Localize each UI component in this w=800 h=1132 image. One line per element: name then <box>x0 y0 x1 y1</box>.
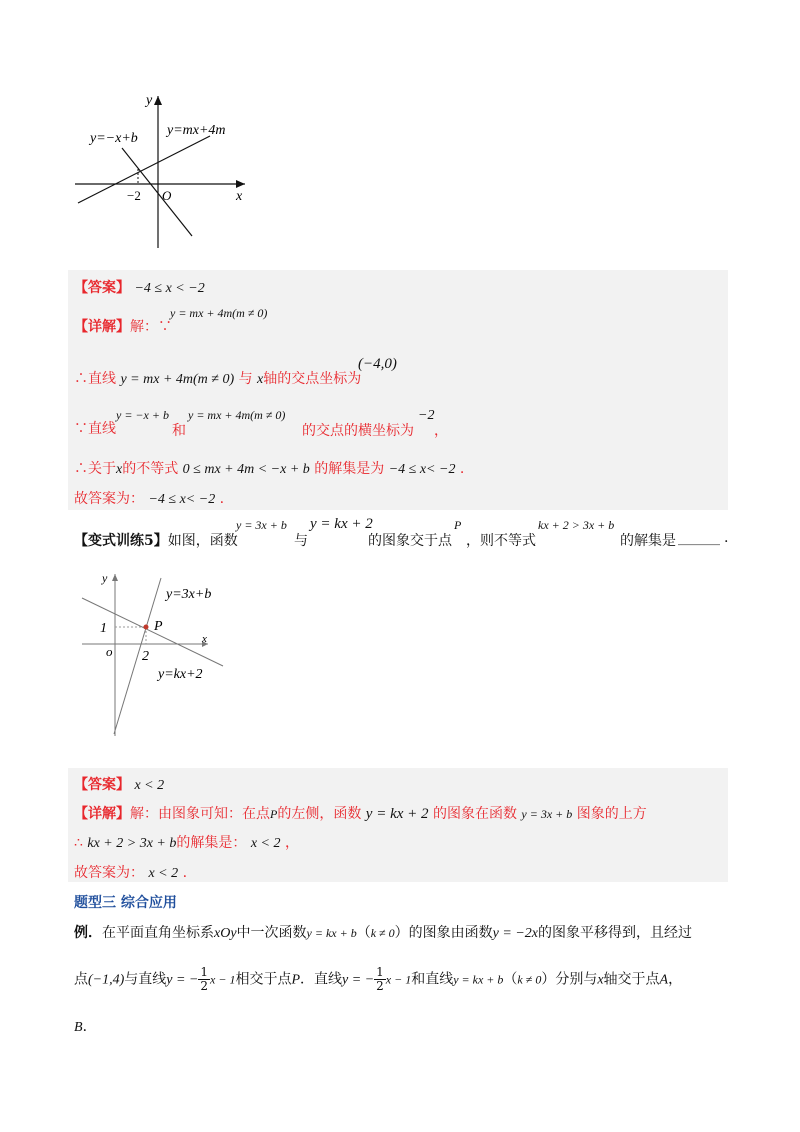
l5-end: . <box>459 461 465 477</box>
frac-den: 2 <box>200 979 209 993</box>
fig2-x-tick: 2 <box>142 649 149 664</box>
l5-x: x <box>116 462 123 477</box>
variant-end: . <box>724 530 729 546</box>
fig2-y-label: y <box>102 571 108 585</box>
d-text1: 解：由图象可知：在点 <box>130 806 270 822</box>
p2-P: P <box>291 972 301 988</box>
example-line-3 <box>74 1016 97 1036</box>
variant-text5: 的解集是 <box>620 533 676 549</box>
detail2-row-2 <box>74 832 299 852</box>
p2-eq3: y = kx + b <box>453 972 504 987</box>
p1-eq2: y = −2x <box>492 926 538 941</box>
l4-pre: ∵直线 <box>74 421 116 437</box>
l6-end: . <box>219 491 225 507</box>
l3-pre: ∴直线 <box>74 371 116 387</box>
detail-row-6 <box>74 488 224 508</box>
p2-h: 轴交于点 <box>603 971 660 988</box>
section-heading: 题型三 综合应用 <box>74 895 177 911</box>
fig1-line2-label: y=mx+4m <box>167 123 226 138</box>
l4-eq1: y = −x + b <box>116 408 169 422</box>
p2-c: 相交于点 <box>235 971 292 988</box>
p2-f: （ <box>503 971 518 988</box>
l2-pre: ∴ <box>74 835 83 851</box>
p2-eq-post-2: x − 1 <box>385 972 412 987</box>
detail-row-3 <box>74 368 361 388</box>
variant-eq1: y = 3x + b <box>236 518 287 532</box>
fig2-line1-label: y=3x+b <box>166 587 212 602</box>
l5-sol: −4 ≤ x< −2 <box>388 462 456 477</box>
frac-half-1 <box>198 966 210 993</box>
l3-point: (−4,0) <box>358 356 397 372</box>
point-p <box>144 625 149 630</box>
p2-d: ．直线 <box>300 971 343 988</box>
frac-num-2: 1 <box>376 965 384 979</box>
l3b-end: . <box>182 865 188 881</box>
answer2-row <box>74 774 164 794</box>
p2-eq-pre: y = − <box>166 972 199 988</box>
l5-post: 的解集是为 <box>314 461 385 477</box>
p1-e: 的图象平移得到，且经过 <box>537 925 692 941</box>
d-text3: 的图象在函数 <box>432 806 517 822</box>
fig1-origin: O <box>162 188 172 203</box>
l2-ineq: kx + 2 > 3x + b <box>87 836 177 851</box>
figure-2-graph <box>78 568 248 740</box>
d-eq2: y = 3x + b <box>521 807 573 821</box>
answer2-tag: 【答案】 <box>74 777 130 793</box>
p1-eq: y = kx + b <box>306 926 357 940</box>
d-eq1: y = kx + 2 <box>365 806 429 822</box>
variant-eq2: y = kx + 2 <box>310 516 373 532</box>
p2-g: ）分别与 <box>541 971 598 988</box>
l5-mid: 的不等式 <box>122 461 179 477</box>
variant-text4: ，则不等式 <box>466 533 536 549</box>
d-text2: 的左侧，函数 <box>277 806 362 822</box>
variant-title: 【变式训练5】 <box>74 533 168 549</box>
detail-row-1 <box>74 316 172 336</box>
p1-d: ）的图象由函数 <box>394 925 493 941</box>
figure-1-graph <box>70 88 260 253</box>
p1-b: 中一次函数 <box>236 925 307 941</box>
p3-B: B <box>74 1020 83 1035</box>
l6-sol: −4 ≤ x< −2 <box>148 492 216 507</box>
l4-val: −2 <box>418 408 435 423</box>
fig1-line1-label: y=−x+b <box>90 131 138 146</box>
l3-post: 轴的交点坐标为 <box>263 371 362 387</box>
answer-value: −4 ≤ x < −2 <box>134 281 205 296</box>
p2-eq-post: x − 1 <box>210 972 236 987</box>
p3-end: ． <box>82 1019 97 1035</box>
fig2-y-tick: 1 <box>100 621 107 636</box>
detail2-row-3 <box>74 862 187 882</box>
p2-e: 和直线 <box>411 971 454 988</box>
p1-k: k ≠ 0 <box>370 926 395 940</box>
ex-label: 例． <box>74 925 102 941</box>
detail-row-4 <box>74 418 116 438</box>
example-line-1 <box>74 922 692 942</box>
fig1-x-tick: −2 <box>127 188 141 203</box>
p2-k: k ≠ 0 <box>517 972 542 987</box>
variant-text1: 如图，函数 <box>167 533 238 549</box>
l4-post: 的交点的横坐标为 <box>302 423 414 439</box>
fig2-line2-label: y=kx+2 <box>158 667 203 682</box>
l3b-pre: 故答案为： <box>74 865 144 881</box>
variant-row <box>74 530 238 550</box>
fig2-origin: o <box>106 644 113 659</box>
detail-eq: y = mx + 4m(m ≠ 0) <box>170 306 268 320</box>
line-3x-b <box>114 578 161 734</box>
line-mx-4m <box>78 136 210 203</box>
p1-xoy: xOy <box>214 926 237 941</box>
l4-eq2: y = mx + 4m(m ≠ 0) <box>188 408 286 422</box>
l3-mid: 与 <box>238 371 253 387</box>
p2-A: A <box>659 972 669 988</box>
y-axis-arrow <box>112 574 118 581</box>
d-text4: 图象的上方 <box>576 806 647 822</box>
answer-row-1 <box>74 277 205 297</box>
variant-text2: 与 <box>294 533 308 549</box>
fig1-y-label: y <box>146 93 153 108</box>
fig1-x-label: x <box>236 189 243 204</box>
p2-b: 与直线 <box>124 971 167 988</box>
l6-pre: 故答案为： <box>74 491 144 507</box>
p1-c: （ <box>356 925 371 941</box>
answer-tag: 【答案】 <box>74 280 130 296</box>
p2-eq-pre-2: y = − <box>342 972 375 988</box>
l5-pre: ∴关于 <box>74 461 116 477</box>
variant-text3: 的图象交于点 <box>368 533 452 549</box>
fig2-x-label: x <box>202 633 207 645</box>
l4-and: 和 <box>172 423 186 439</box>
detail2-tag: 【详解】 <box>74 806 130 822</box>
d-point: P <box>270 807 278 821</box>
l4-end: ， <box>434 423 448 439</box>
l2-post: 的解集是： <box>176 835 247 851</box>
p2-i: ， <box>668 971 683 988</box>
fig2-point-label: P <box>154 619 163 634</box>
l3-eq: y = mx + 4m(m ≠ 0) <box>120 372 235 387</box>
variant-ineq: kx + 2 > 3x + b <box>538 518 615 532</box>
answer2-value: x < 2 <box>134 778 165 793</box>
detail-row-5 <box>74 458 464 478</box>
example-line-2 <box>74 966 682 993</box>
detail2-row-1 <box>74 803 647 823</box>
frac-half-2 <box>374 966 386 993</box>
x-axis-arrow <box>236 180 245 188</box>
y-axis-arrow <box>154 96 162 105</box>
l5-ineq: 0 ≤ mx + 4m < −x + b <box>182 462 310 477</box>
variant-blank: ______ <box>678 530 720 546</box>
detail-intro: 解：∵ <box>130 319 172 335</box>
p2-a: 点 <box>74 971 88 988</box>
frac-den-2: 2 <box>376 979 384 993</box>
frac-num: 1 <box>200 965 209 979</box>
l2-end: ， <box>284 835 299 851</box>
l3-x: x <box>257 372 264 387</box>
l3b-sol: x < 2 <box>148 866 179 881</box>
p2-pt: (−1,4) <box>88 972 125 988</box>
l2-sol: x < 2 <box>250 836 281 851</box>
variant-point: P <box>454 518 462 532</box>
p1-a: 在平面直角坐标系 <box>102 925 214 941</box>
detail-tag: 【详解】 <box>74 319 130 335</box>
p2-x: x <box>597 972 604 988</box>
